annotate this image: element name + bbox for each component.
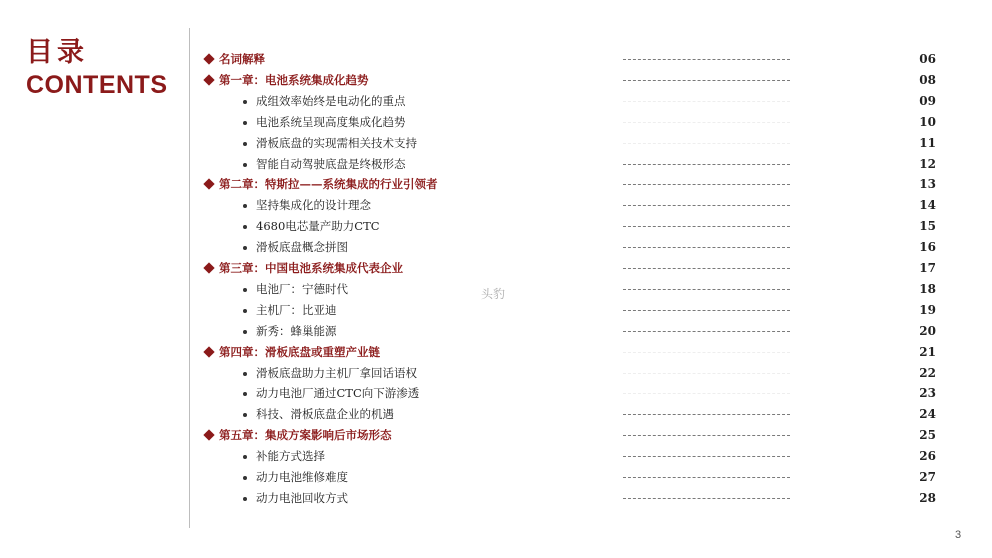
dot-leader: [623, 122, 790, 123]
toc-item[interactable]: [0, 218, 992, 239]
toc-label: 坚持集成化的设计理念: [256, 198, 371, 213]
toc-label: 电池厂：宁德时代: [256, 281, 348, 296]
toc-item[interactable]: [0, 365, 992, 386]
dot-leader: [623, 164, 790, 165]
toc-label: 滑板底盘的实现需相关技术支持: [256, 135, 417, 150]
toc-page-number: 21: [919, 344, 936, 359]
dot-bullet-icon: [243, 225, 247, 229]
toc-label: 第四章：滑板底盘或重塑产业链: [219, 344, 380, 359]
dot-leader: [623, 226, 790, 227]
diamond-bullet-icon: [203, 346, 214, 357]
dot-leader: [623, 80, 790, 81]
dot-bullet-icon: [243, 497, 247, 501]
diamond-bullet-icon: [203, 74, 214, 85]
toc-page-number: 13: [919, 177, 936, 192]
toc-label: 动力电池回收方式: [256, 490, 348, 505]
dot-bullet-icon: [243, 288, 247, 292]
toc-chapter[interactable]: [0, 176, 992, 197]
dot-leader: [623, 205, 790, 206]
dot-leader: [623, 414, 790, 415]
dot-leader: [623, 373, 790, 374]
toc-item[interactable]: [0, 448, 992, 469]
toc-item[interactable]: [0, 406, 992, 427]
toc-page-number: 10: [919, 114, 936, 129]
toc-item[interactable]: [0, 385, 992, 406]
watermark: 头豹: [481, 287, 506, 301]
toc-chapter[interactable]: [0, 344, 992, 365]
diamond-bullet-icon: [203, 430, 214, 441]
toc-page-number: 08: [919, 72, 936, 87]
dot-bullet-icon: [243, 476, 247, 480]
toc-page-number: 16: [919, 240, 936, 255]
slide-number: 3: [955, 529, 962, 541]
toc-label: 滑板底盘助力主机厂拿回话语权: [256, 365, 417, 380]
dot-leader: [623, 435, 790, 436]
toc-label: 动力电池厂通过CTC向下游渗透: [256, 386, 420, 401]
toc-page-number: 09: [919, 93, 936, 108]
toc-page-number: 12: [919, 156, 936, 171]
toc-chapter[interactable]: [0, 72, 992, 93]
toc-label: 第五章：集成方案影响后市场形态: [219, 428, 392, 443]
toc-page-number: 28: [919, 490, 936, 505]
diamond-bullet-icon: [203, 262, 214, 273]
dot-leader: [623, 498, 790, 499]
dot-bullet-icon: [243, 142, 247, 146]
toc-item[interactable]: [0, 197, 992, 218]
diamond-bullet-icon: [203, 53, 214, 64]
dot-leader: [623, 59, 790, 60]
toc-page-number: 23: [919, 386, 936, 401]
dot-bullet-icon: [243, 372, 247, 376]
toc-item[interactable]: [0, 469, 992, 490]
toc-chapter[interactable]: [0, 260, 992, 281]
toc-item[interactable]: [0, 239, 992, 260]
dot-leader: [623, 289, 790, 290]
toc-page-number: 19: [919, 302, 936, 317]
toc-item[interactable]: [0, 323, 992, 344]
dot-leader: [623, 477, 790, 478]
dot-bullet-icon: [243, 100, 247, 104]
toc-item[interactable]: [0, 490, 992, 511]
dot-bullet-icon: [243, 121, 247, 125]
dot-leader: [623, 247, 790, 248]
toc-label: 成组效率始终是电动化的重点: [256, 93, 406, 108]
toc-page-number: 18: [919, 281, 936, 296]
dot-bullet-icon: [243, 246, 247, 250]
toc-label: 主机厂：比亚迪: [256, 302, 337, 317]
dot-bullet-icon: [243, 330, 247, 334]
toc-chapter[interactable]: [0, 427, 992, 448]
dot-bullet-icon: [243, 204, 247, 208]
toc-chapter[interactable]: [0, 51, 992, 72]
dot-leader: [623, 310, 790, 311]
toc-page-number: 27: [919, 470, 936, 484]
toc-label: 补能方式选择: [256, 449, 325, 464]
dot-leader: [623, 456, 790, 457]
dot-leader: [623, 331, 790, 332]
toc-label: 新秀：蜂巢能源: [256, 323, 337, 338]
toc-page-number: 26: [919, 449, 936, 464]
dot-leader: [623, 393, 790, 394]
toc-item[interactable]: [0, 114, 992, 135]
dot-bullet-icon: [243, 163, 247, 167]
toc-label: 科技、滑板底盘企业的机遇: [256, 407, 394, 422]
title-chinese: 目录: [26, 37, 88, 68]
toc-label: 滑板底盘概念拼图: [256, 240, 348, 255]
toc-label: 名词解释: [219, 52, 265, 66]
toc-label: 电池系统呈现高度集成化趋势: [256, 114, 406, 129]
dot-bullet-icon: [243, 455, 247, 459]
diamond-bullet-icon: [203, 179, 214, 190]
toc-label: 智能自动驾驶底盘是终极形态: [256, 156, 406, 171]
dot-leader: [623, 268, 790, 269]
dot-leader: [623, 101, 790, 102]
dot-bullet-icon: [243, 392, 247, 396]
toc-label: 动力电池维修难度: [256, 470, 348, 484]
toc-page-number: 25: [919, 428, 936, 443]
dot-leader: [623, 184, 790, 185]
dot-bullet-icon: [243, 309, 247, 313]
toc-label: 第一章：电池系统集成化趋势: [219, 72, 369, 87]
toc-page-number: 14: [919, 198, 936, 213]
toc-page-number: 15: [919, 219, 936, 234]
toc-item[interactable]: [0, 156, 992, 177]
toc-page-number: 22: [919, 365, 936, 380]
toc-item[interactable]: [0, 302, 992, 323]
toc-page-number: 24: [919, 407, 936, 422]
toc-page-number: 06: [919, 52, 936, 66]
dot-bullet-icon: [243, 413, 247, 417]
dot-leader: [623, 143, 790, 144]
toc-page-number: 20: [919, 323, 936, 338]
toc-item[interactable]: [0, 135, 992, 156]
toc-item[interactable]: [0, 93, 992, 114]
toc-label: 4680电芯量产助力CTC: [256, 219, 380, 234]
dot-leader: [623, 352, 790, 353]
toc-label: 第三章：中国电池系统集成代表企业: [219, 261, 403, 275]
title-english: CONTENTS: [26, 71, 168, 99]
toc-page-number: 17: [919, 261, 936, 275]
toc-page-number: 11: [919, 135, 936, 150]
toc-label: 第二章：特斯拉——系统集成的行业引领者: [219, 177, 438, 192]
